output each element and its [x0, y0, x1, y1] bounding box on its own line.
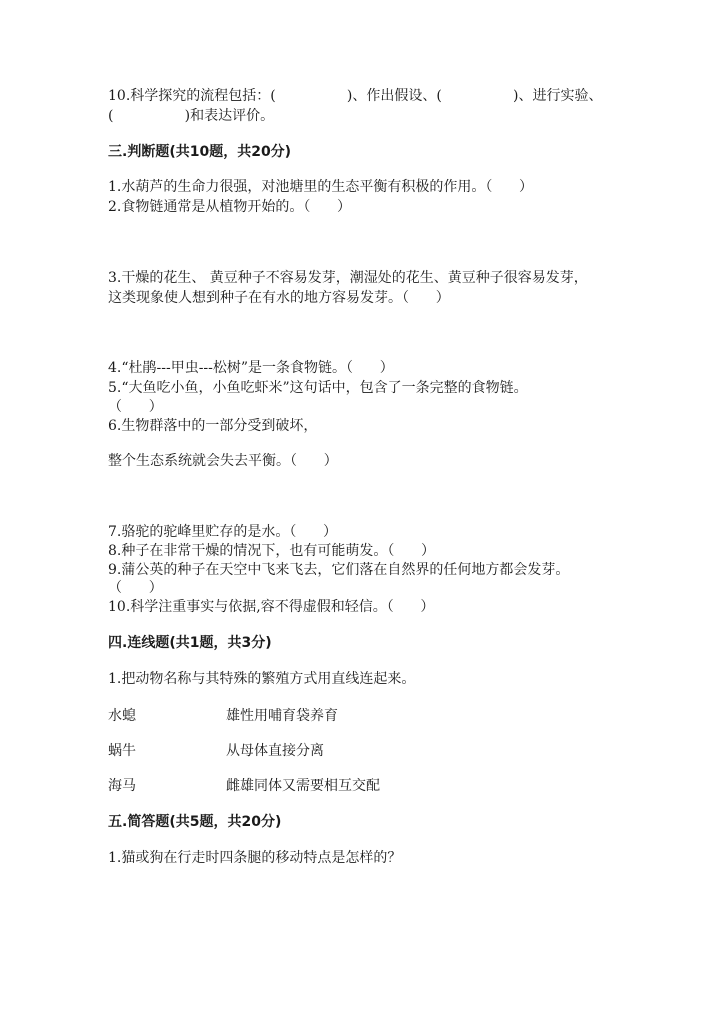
judge-q6-line2: 整个生态系统就会失去平衡。（ ） [108, 453, 338, 469]
matching-right-item: 雄性用哺育袋养育 [226, 708, 338, 724]
judge-q5-line1: 5.“大鱼吃小鱼，小鱼吃虾米”这句话中，包含了一条完整的食物链。 [108, 380, 528, 396]
matching-left-item: 水螅 [108, 708, 136, 724]
matching-left-item: 蜗牛 [108, 743, 136, 759]
section-4-heading: 四.连线题(共1题，共3分) [108, 635, 272, 651]
judge-q3-line2: 这类现象使人想到种子在有水的地方容易发芽。（ ） [108, 290, 450, 306]
matching-right-item: 雌雄同体又需要相互交配 [226, 778, 380, 794]
judge-q5-line2: （ ） [108, 399, 163, 415]
judge-q2: 2.食物链通常是从植物开始的。（ ） [108, 199, 352, 215]
matching-left-item: 海马 [108, 778, 136, 794]
fill-in-q10-line1: 10.科学探究的流程包括：( )、作出假设、( )、进行实验、 [108, 88, 603, 104]
judge-q9-line1: 9.蒲公英的种子在天空中飞来飞去，它们落在自然界的任何地方都会发芽。 [108, 562, 570, 578]
judge-q8: 8.种子在非常干燥的情况下，也有可能萌发。（ ） [108, 543, 436, 559]
fill-in-q10-line2: ( )和表达评价。 [108, 108, 275, 124]
judge-q6-line1: 6.生物群落中的一部分受到破坏， [108, 418, 318, 434]
judge-q9-line2: （ ） [108, 580, 163, 596]
judge-q4: 4.“杜鹃---甲虫---松树”是一条食物链。（ ） [108, 360, 394, 376]
judge-q1: 1.水葫芦的生命力很强，对池塘里的生态平衡有积极的作用。（ ） [108, 179, 534, 195]
short-answer-q1: 1.猫或狗在行走时四条腿的移动特点是怎样的？ [108, 850, 402, 866]
matching-instruction: 1.把动物名称与其特殊的繁殖方式用直线连起来。 [108, 671, 416, 687]
judge-q3-line1: 3.干燥的花生、 黄豆种子不容易发芽，潮湿处的花生、黄豆种子很容易发芽， [108, 270, 588, 286]
judge-q10: 10.科学注重事实与依据,容不得虚假和轻信。（ ） [108, 599, 435, 615]
section-3-heading: 三.判断题(共10题，共20分) [108, 144, 292, 160]
judge-q7: 7.骆驼的驼峰里贮存的是水。（ ） [108, 524, 338, 540]
matching-right-item: 从母体直接分离 [226, 743, 324, 759]
section-5-heading: 五.简答题(共5题，共20分) [108, 814, 282, 830]
